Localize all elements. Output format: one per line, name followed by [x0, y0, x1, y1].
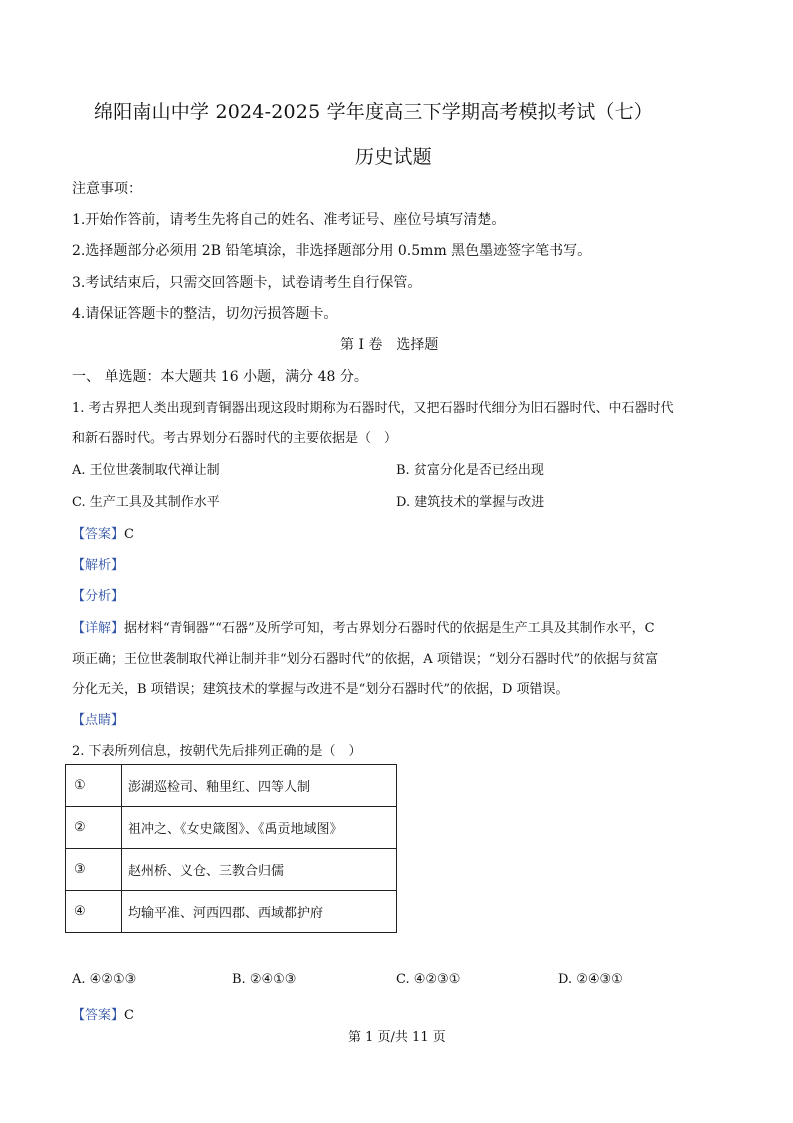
q1-analysis-label: 【解析】 [72, 558, 125, 573]
row-text: 祖冲之、《女史箴图》、《禹贡地域图》 [122, 807, 397, 849]
q2-stem: 2. 下表所列信息，按朝代先后排列正确的是（ ） [72, 744, 362, 759]
notice-item: 2.选择题部分必须用 2B 铅笔填涂，非选择题部分用 0.5mm 黑色墨迹签字笔书写。 [72, 243, 592, 259]
q2-option-b: B. ②④①③ [232, 972, 297, 987]
notice-heading: 注意事项： [72, 181, 142, 197]
table-row [66, 891, 397, 933]
row-number: ② [66, 807, 122, 849]
q1-stem-line1: 1. 考古界把人类出现到青铜器出现这段时期称为石器时代，又把石器时代细分为旧石器时代、中石器时代 [72, 401, 674, 416]
table-row [66, 807, 397, 849]
q1-answer-row [72, 523, 134, 542]
answer-label: 【答案】 [72, 1008, 125, 1023]
q2-option-a: A. ④②①③ [72, 972, 137, 987]
q1-fenxi-label: 【分析】 [72, 589, 125, 604]
page-number: 第 1 页/共 11 页 [348, 1030, 446, 1045]
q1-option-c: C. 生产工具及其制作水平 [72, 495, 220, 510]
notice-item: 4.请保证答题卡的整洁，切勿污损答题卡。 [72, 306, 338, 322]
row-number: ① [66, 765, 122, 807]
q1-detail-line1 [72, 617, 655, 636]
notice-item: 1.开始作答前，请考生先将自己的姓名、准考证号、座位号填写清楚。 [72, 212, 506, 228]
q1-detail-line2: 项正确；王位世袭制取代禅让制并非“划分石器时代”的依据，A 项错误；“划分石器时代”的依据与贫富 [72, 652, 659, 667]
section-title: 第 I 卷 选择题 [340, 337, 439, 353]
exam-subject: 历史试题 [355, 146, 432, 168]
q1-comment-label: 【点睛】 [72, 713, 125, 728]
answer-label: 【答案】 [72, 527, 125, 542]
notice-item: 3.考试结束后，只需交回答题卡，试卷请考生自行保管。 [72, 275, 422, 291]
row-text: 澎湖巡检司、釉里红、四等人制 [122, 765, 397, 807]
q1-option-b: B. 贫富分化是否已经出现 [396, 463, 544, 478]
table-row [66, 849, 397, 891]
row-number: ③ [66, 849, 122, 891]
exam-title: 绵阳南山中学 2024-2025 学年度高三下学期高考模拟考试（七） [94, 101, 654, 123]
q2-option-d: D. ②④③① [558, 972, 623, 987]
q1-stem-line2: 和新石器时代。考古界划分石器时代的主要依据是（ ） [72, 431, 398, 446]
answer-value: C [124, 527, 134, 542]
q1-detail-line3: 分化无关，B 项错误；建筑技术的掌握与改进不是“划分石器时代”的依据，D 项错误。 [72, 682, 569, 697]
row-text: 均输平准、河西四郡、西域都护府 [122, 891, 397, 933]
row-number: ④ [66, 891, 122, 933]
q1-option-a: A. 王位世袭制取代禅让制 [72, 463, 220, 478]
q2-option-c: C. ④②③① [396, 972, 461, 987]
part-heading: 一、 单选题：本大题共 16 小题，满分 48 分。 [72, 369, 368, 385]
detail-label: 【详解】 [72, 621, 125, 636]
table-row [66, 765, 397, 807]
q2-info-table [65, 764, 397, 933]
detail-text: 据材料“青铜器”“石器”及所学可知，考古界划分石器时代的依据是生产工具及其制作水平，C [124, 621, 655, 636]
answer-value: C [124, 1008, 134, 1023]
row-text: 赵州桥、义仓、三教合归儒 [122, 849, 397, 891]
q1-option-d: D. 建筑技术的掌握与改进 [396, 495, 545, 510]
q2-answer-row [72, 1004, 134, 1023]
